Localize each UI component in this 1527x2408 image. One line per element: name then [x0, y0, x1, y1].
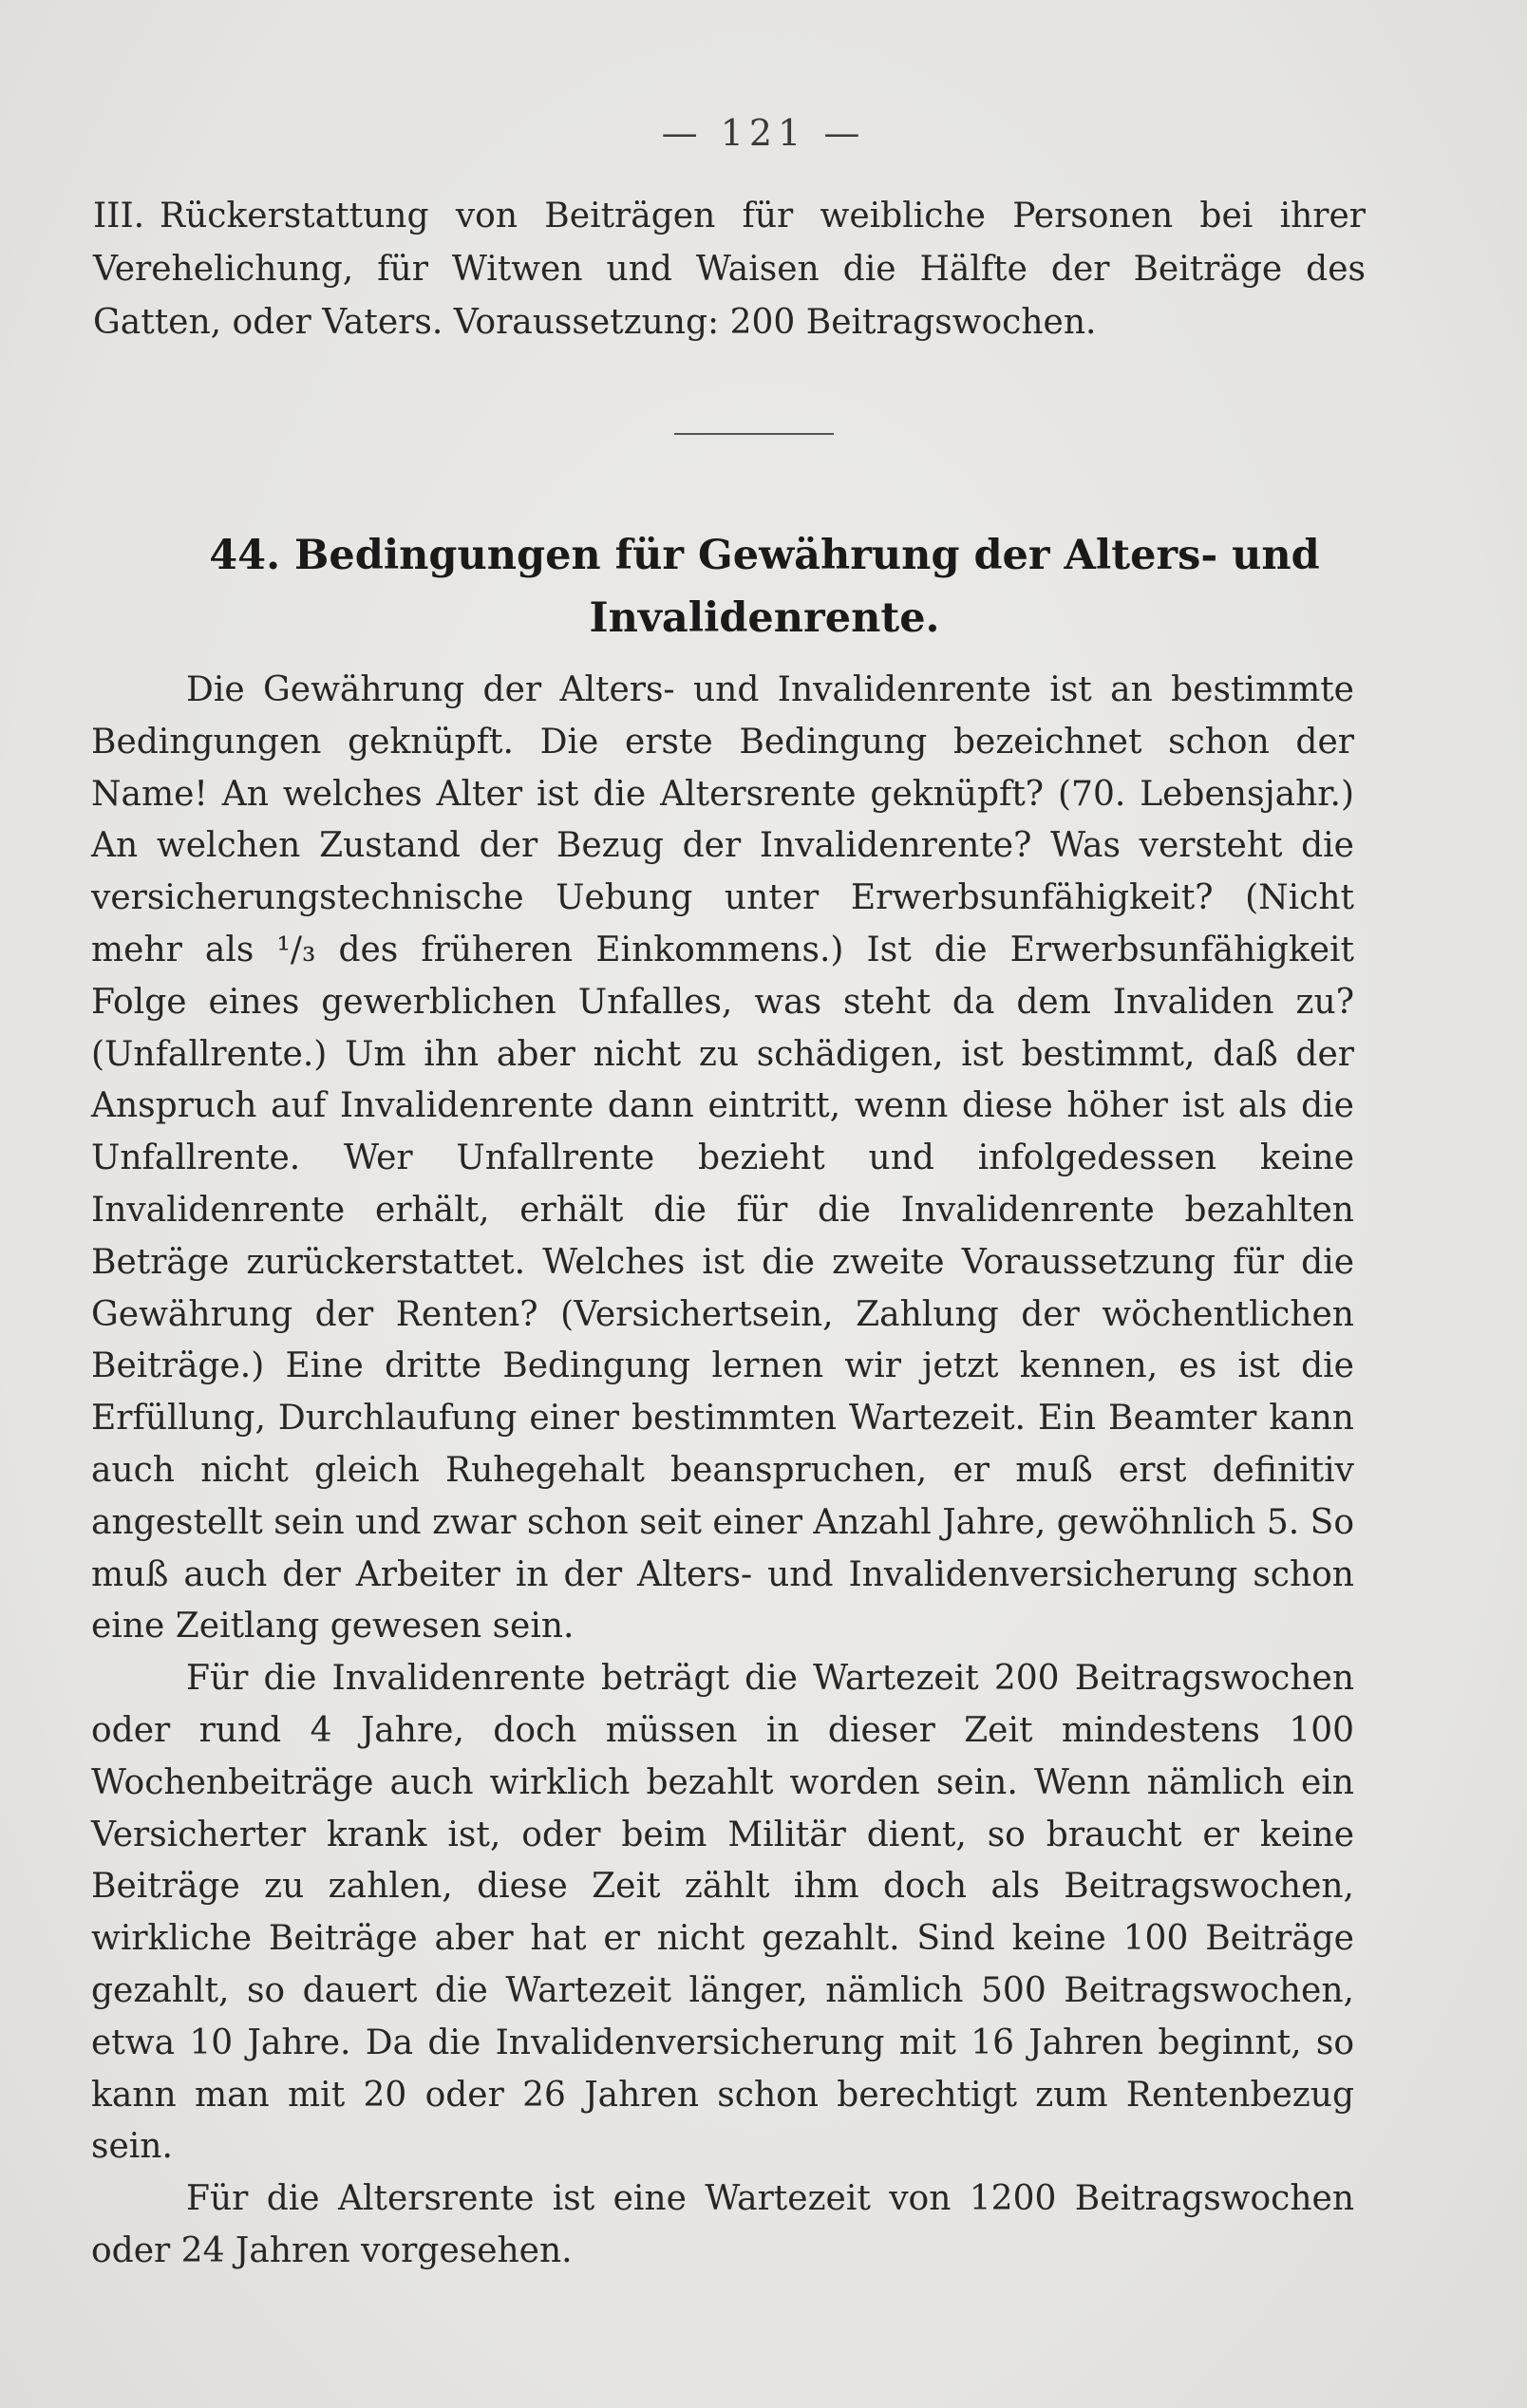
section-iii-text: Rückerstattung von Beiträgen für weibliche Personen bei ihrer Verehelichung, für Witwen und Waisen die Hälfte der Beiträge des Gatten, oder Vaters. Voraussetzung: 200 Beitragswochen.	[93, 197, 1366, 342]
paragraph: Die Gewährung der Alters- und Invalidenrente ist an bestimmte Bedingungen geknüpft. Die erste Bedingung bezeichnet schon der Name! An welches Alter ist die Altersrente geknüpft? (70. Lebensjahr.) An welchen Zustand der Bezug der Invalidenrente? Was versteht die versicherungstechnische Uebung unter Erwerbsunfähigkeit? (Nicht mehr als ¹/₃ des früheren Einkommens.) Ist die Erwerbsunfähigkeit Folge eines gewerblichen Unfalles, was steht da dem Invaliden zu? (Unfallrente.) Um ihn aber nicht zu schädigen, ist bestimmt, daß der Anspruch auf Invalidenrente dann eintritt, wenn diese höher ist als die Unfallrente. Wer Unfallrente bezieht und infolgedessen keine Invalidenrente erhält, erhält die für die Invalidenrente bezahlten Beträge zurückerstattet. Welches ist die zweite Voraussetzung für die Gewährung der Renten? (Versichertsein, Zahlung der wöchentlichen Beiträge.) Eine dritte Bedingung lernen wir jetzt kennen, es ist die Erfüllung, Durchlaufung einer bestimmten Wartezeit. Ein Beamter kann auch nicht gleich Ruhegehalt beanspruchen, er muß erst definitiv angestellt sein und zwar schon seit einer Anzahl Jahre, gewöhnlich 5. So muß auch der Arbeiter in der Alters- und Invalidenversicherung schon eine Zeitlang gewesen sein.	[91, 670, 1354, 1646]
section-divider	[674, 433, 834, 435]
body-text	[91, 665, 1354, 2278]
page-number: — 121 —	[661, 112, 866, 154]
section-iii	[93, 190, 1366, 349]
section-heading: 44. Bedingungen für Gewährung der Alters- und Invalidenrente.	[209, 532, 1320, 642]
paragraph: Für die Altersrente ist eine Wartezeit von 1200 Beitragswochen oder 24 Jahren vorgesehen.	[91, 2179, 1354, 2270]
section-numeral: III.	[93, 197, 145, 235]
paragraph: Für die Invalidenrente beträgt die Wartezeit 200 Beitragswochen oder rund 4 Jahre, doch müssen in dieser Zeit mindestens 100 Wochenbeiträge auch wirklich bezahlt worden sein. Wenn nämlich ein Versicherter krank ist, oder beim Militär dient, so braucht er keine Beiträge zu zahlen, diese Zeit zählt ihm doch als Beitragswochen, wirkliche Beiträge aber hat er nicht gezahlt. Sind keine 100 Beiträge gezahlt, so dauert die Wartezeit länger, nämlich 500 Beitragswochen, etwa 10 Jahre. Da die Invalidenversicherung mit 16 Jahren beginnt, so kann man mit 20 oder 26 Jahren schon berechtigt zum Rentenbezug sein.	[91, 1659, 1354, 2167]
